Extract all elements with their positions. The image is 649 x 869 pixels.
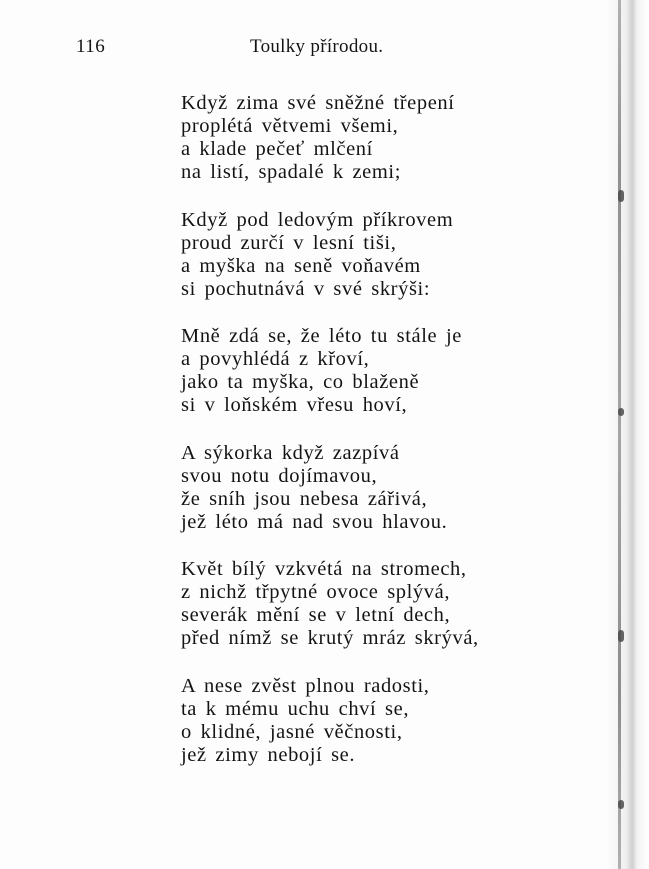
poem-line: jež zimy nebojí se. [181,743,356,766]
stanza-3 [181,325,491,417]
poem-line: svou notu dojímavou, [181,464,378,487]
poem-line: a myška na seně voňavém [181,254,421,277]
stanza-1 [181,92,491,184]
page-edge-line [618,0,621,869]
poem-line: si pochutnává v své skrýši: [181,277,431,300]
poem-line: že sníh jsou nebesa zářivá, [181,487,428,510]
binding-shadow [607,0,649,869]
poem-line: a povyhlédá z křoví, [181,348,370,370]
poem-line: jež léto má nad svou hlavou. [181,510,448,533]
binding-mark [618,408,624,416]
binding-mark [618,190,624,202]
binding-mark [618,630,624,642]
running-title: Toulky přírodou. [250,36,384,57]
poem-line: Když zima své sněžné třepení [181,92,455,114]
page-number: 116 [76,36,106,57]
stanza-5 [181,558,491,650]
poem-line: na listí, spadalé k zemi; [181,161,401,183]
binding-mark [618,800,624,809]
poem-line: proud zurčí v lesní tiši, [181,231,397,254]
poem-line: severák mění se v letní dech, [181,604,451,626]
poem-line: A sýkorka když zazpívá [181,441,400,464]
poem-line: Když pod ledovým příkrovem [181,208,454,231]
poem-line: proplétá větvemi všemi, [181,115,399,137]
stanza-6 [181,675,491,767]
poem-line: před nímž se krutý mráz skrývá, [181,627,479,649]
stanza-2 [181,209,491,301]
poem-line: si v loňském vřesu hoví, [181,394,408,416]
poem-line: ta k mému uchu chví se, [181,697,410,720]
poem-line: A nese zvěst plnou radosti, [181,674,430,697]
poem-line: jako ta myška, co blaženě [181,371,420,393]
poem-line: z nichž třpytné ovoce splývá, [181,581,451,603]
poem-line: Květ bílý vzkvétá na stromech, [181,558,467,580]
poem [181,92,491,791]
poem-line: a klade pečeť mlčení [181,138,373,160]
poem-line: o klidné, jasné věčnosti, [181,720,403,743]
page-header [0,36,649,62]
stanza-4 [181,442,491,534]
poem-line: Mně zdá se, že léto tu stále je [181,325,462,347]
